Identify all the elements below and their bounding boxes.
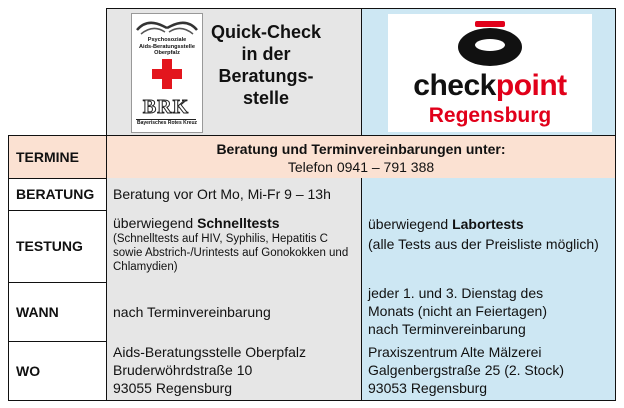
beratung-left: Beratung vor Ort Mo, Mi-Fr 9 – 13h: [106, 178, 362, 211]
left-logo-cell: [106, 8, 362, 136]
testung-left: [106, 210, 362, 283]
wann-label: WANN: [8, 282, 107, 342]
wo-label: WO: [8, 341, 107, 401]
wo-right: [361, 341, 616, 401]
red-cross-icon: [152, 59, 182, 89]
brk-subtitle: Bayerisches Rotes Kreuz: [136, 120, 198, 126]
org-line: Psychosoziale: [147, 37, 187, 43]
testung-right: [361, 210, 616, 283]
testung-left-detail: (Schnelltests auf HIV, Syphilis, Hepatitis C sowie Abstrich-/Urintests auf Gonokokken und Chlamydien): [113, 233, 349, 273]
org-line: Oberpfalz: [154, 50, 180, 57]
testung-right-heading: überwiegend Labortests: [368, 216, 524, 232]
wann-right: [361, 282, 616, 342]
checkpoint-symbol-icon: [455, 20, 525, 72]
termine-label: TERMINE: [8, 135, 107, 179]
wann-right-line: jeder 1. und 3. Dienstag des: [368, 285, 544, 301]
wo-right-line: 93053 Regensburg: [368, 380, 488, 396]
checkpoint-wordmark: checkpoint: [413, 69, 567, 102]
checkpoint-city: Regensburg: [428, 104, 552, 127]
wo-left-line: Bruderwöhrdstraße 10: [113, 362, 253, 378]
testung-right-detail: (alle Tests aus der Preisliste möglich): [368, 236, 599, 252]
checkpoint-logo: [388, 14, 592, 132]
beratung-label: BERATUNG: [8, 178, 107, 211]
wo-left-line: 93055 Regensburg: [113, 380, 233, 396]
brk-logo: [131, 13, 203, 133]
wann-right-line: Monats (nicht an Feiertagen): [368, 303, 547, 319]
org-line: Aids-Beratungsstelle: [139, 43, 195, 50]
wann-left: [106, 282, 362, 342]
testung-label: TESTUNG: [8, 210, 107, 283]
wo-left: [106, 341, 362, 401]
termine-phone: Telefon 0941 – 791 388: [287, 159, 435, 175]
hands-icon: [133, 16, 201, 38]
right-logo-cell: [361, 8, 616, 136]
termine-content: [106, 135, 616, 179]
wann-right-line: nach Terminvereinbarung: [368, 321, 526, 337]
termine-heading: Beratung und Terminvereinbarungen unter:: [216, 141, 506, 157]
wo-left-line: Aids-Beratungsstelle Oberpfalz: [113, 344, 306, 360]
beratung-right: [361, 178, 616, 211]
wo-right-line: Galgenbergstraße 25 (2. Stock): [368, 362, 565, 378]
wo-right-line: Praxiszentrum Alte Mälzerei: [368, 344, 542, 360]
wann-left-text: nach Terminvereinbarung: [113, 303, 271, 320]
brk-text: BRK: [136, 96, 196, 120]
testung-left-heading: überwiegend Schnelltests: [113, 215, 280, 231]
quick-check-title: Quick-Check in der Beratungs- stelle: [210, 22, 322, 108]
